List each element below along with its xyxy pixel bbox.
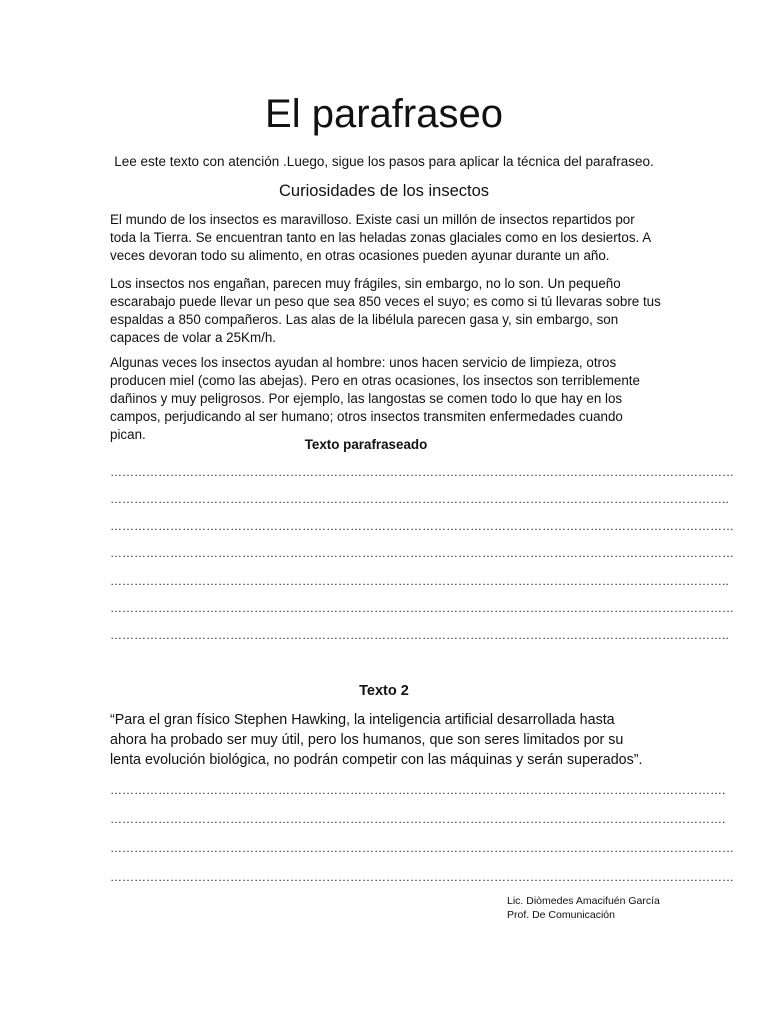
page-title: El parafraseo <box>265 92 503 136</box>
answer-line: ………………………………………………………………………………………………………………………………………… <box>110 546 734 560</box>
answer-line: ………………………………………………………………………………………………………………………………………… <box>110 841 734 855</box>
paraphrased-text-heading: Texto parafraseado <box>304 437 428 452</box>
answer-line: ………………………………………………………………………………………………………………………………………… <box>110 601 734 615</box>
signature-name: Lic. Diòmedes Amacifuén García <box>507 895 660 907</box>
paragraph-2: Los insectos nos engañan, parecen muy frágiles, sin embargo, no lo son. Un pequeño escarabajo puede llevar un peso que sea 850 veces el suyo; es como si tú llevaras sobre tus espaldas a 850 compañeros. Las alas de la libélula parecen gasa y, sin embargo, son capaces de volar a 25Km/h. <box>110 276 661 345</box>
answer-line: ………………………………………………………………………………………………………………………………………… <box>110 465 734 479</box>
section-subtitle: Curiosidades de los insectos <box>278 182 490 200</box>
answer-line: ……………………………………………………………………………………………………………………………………….. <box>110 574 729 588</box>
answer-line: ………………………………………………………………………………………………………………………………………. <box>110 812 726 826</box>
text-2-heading: Texto 2 <box>359 683 409 699</box>
instruction-text: Lee este texto con atención .Luego, sigue los pasos para aplicar la técnica del parafraseo. <box>114 154 654 169</box>
answer-line: ……………………………………………………………………………………………………………………………………….. <box>110 492 729 506</box>
answer-line: ………………………………………………………………………………………………………………………………………… <box>110 870 734 884</box>
signature-block <box>507 894 660 922</box>
paragraph-1: El mundo de los insectos es maravilloso. Existe casi un millón de insectos repartidos por toda la Tierra. Se encuentran tanto en las heladas zonas glaciales como en los desiertos. A veces devoran todo su alimento, en otras ocasiones pueden ayunar durante un año. <box>110 212 651 263</box>
answer-line: ………………………………………………………………………………………………………………………………………. <box>110 783 726 797</box>
hawking-quote: “Para el gran físico Stephen Hawking, la inteligencia artificial desarrollada hasta ahora ha probado ser muy útil, pero los humanos, que son seres limitados por su lenta evolución biológica, no podrán competir con las máquinas y serán superados”. <box>110 712 643 768</box>
paragraph-3: Algunas veces los insectos ayudan al hombre: unos hacen servicio de limpieza, otros producen miel (como las abejas). Pero en otras ocasiones, los insectos son terriblemente dañinos y muy peligrosos. Por ejemplo, las langostas se comen todo lo que hay en los campos, perjudicando al ser humano; otros insectos transmiten enfermedades cuando pican. <box>110 355 640 442</box>
answer-line: ……………………………………………………………………………………………………………………………………….. <box>110 628 729 642</box>
signature-role: Prof. De Comunicación <box>507 909 615 921</box>
answer-line: ………………………………………………………………………………………………………………………………………… <box>110 519 734 533</box>
